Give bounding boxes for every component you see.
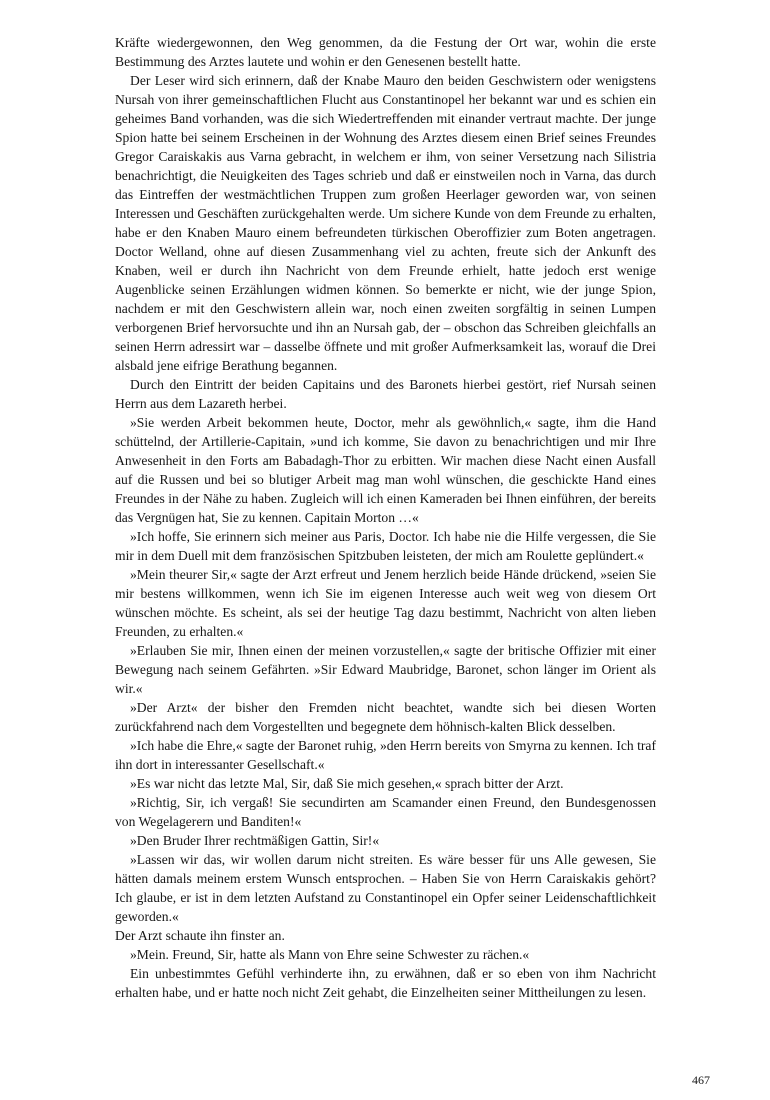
paragraph: »Den Bruder Ihrer rechtmäßigen Gattin, Sir!« bbox=[130, 833, 380, 848]
paragraph: Ein unbestimmtes Gefühl verhinderte ihn, zu erwähnen, daß er so eben von ihm Nachricht erhalten habe, und er hatte noch nicht Zeit gehabt, die Einzelheiten seiner Mittheilungen zu lesen. bbox=[115, 966, 656, 1000]
page-number: 467 bbox=[692, 1073, 710, 1087]
paragraph: »Erlauben Sie mir, Ihnen einen der meinen vorzustellen,« sagte der britische Offizier mit einer Bewegung nach seinem Gefährten. »Sir Edward Maubridge, Baronet, schon länger im Orient als wir.« bbox=[115, 643, 656, 696]
paragraph: Der Arzt schaute ihn finster an. bbox=[115, 928, 285, 943]
paragraph: Durch den Eintritt der beiden Capitains und des Baronets hierbei gestört, rief Nursah seinen Herrn aus dem Lazareth herbei. bbox=[115, 377, 656, 411]
paragraph: »Mein. Freund, Sir, hatte als Mann von Ehre seine Schwester zu rächen.« bbox=[130, 947, 530, 962]
paragraph: »Es war nicht das letzte Mal, Sir, daß Sie mich gesehen,« sprach bitter der Arzt. bbox=[130, 776, 564, 791]
paragraph: »Lassen wir das, wir wollen darum nicht streiten. Es wäre besser für uns Alle gewesen, Sie hätten damals meinem erstem Wunsch entsprochen. – Haben Sie von Herrn Caraiskakis gehört? Ich glaube, er ist in dem letzten Aufstand zu Constantinopel ein Opfer seiner Leidenschaftlichkeit geworden.« bbox=[115, 852, 656, 924]
paragraph: »Der Arzt« der bisher den Fremden nicht beachtet, wandte sich bei diesen Worten zurückfahrend nach dem Vorgestellten und begegnete dem höhnisch-kalten Blick desselben. bbox=[115, 700, 656, 734]
paragraph: »Ich hoffe, Sie erinnern sich meiner aus Paris, Doctor. Ich habe nie die Hilfe vergessen, die Sie mir in dem Duell mit dem französischen Spitzbuben leisteten, der mich am Roulette geplündert.« bbox=[115, 529, 656, 563]
paragraph: »Sie werden Arbeit bekommen heute, Doctor, mehr als gewöhnlich,« sagte, ihm die Hand schüttelnd, der Artillerie-Capitain, »und ich komme, Sie davon zu benachrichtigen und mir Ihre Anwesenheit in den Forts am Babadagh-Thor zu erbitten. Wir machen diese Nacht einen Ausfall auf die Russen und bei so blutiger Arbeit mag man wohl wünschen, die geschickte Hand eines Freundes in der Nähe zu haben. Zugleich will ich einen Kameraden bei Ihnen einführen, der bereits das Vergnügen hat, Sie zu kennen. Capitain Morton …« bbox=[115, 415, 656, 525]
paragraph: Der Leser wird sich erinnern, daß der Knabe Mauro den beiden Geschwistern oder wenigstens Nursah von ihrer gemeinschaftlichen Flucht aus Constantinopel her bekannt war und es schien ein geheimes Band vorhanden, was die sich Wiedertreffenden mit einander vertraut machte. Der junge Spion hatte bei seinem Erscheinen in der Wohnung des Arztes diesem einen Brief seines Freundes Gregor Caraiskakis aus Varna gebracht, in welchem er ihm, von seiner Versetzung nach Silistria benachrichtigt, die Neuigkeiten des Tages schrieb und daß er einstweilen noch in Varna, das durch das Eintreffen der westmächtlichen Truppen zum großen Heerlager geworden war, von seinen Interessen und Geschäften zurückgehalten werde. Um sichere Kunde von dem Freunde zu erhalten, habe er den Knaben Mauro einem befreundeten türkischen Oberoffizier zum Boten angetragen. Doctor Welland, ohne auf diesen Zusammenhang viel zu achten, freute sich der Ankunft des Knaben, weil er durch ihn Nachricht von dem Freunde erhielt, hatte jedoch erst wenige Augenblicke seinen Erzählungen widmen können. So bemerkte er nicht, wie der junge Spion, nachdem er mit den Geschwistern allein war, noch einen zweiten sorgfältig in seinen Lumpen verborgenen Brief hervorsuchte und ihn an Nursah gab, der – obschon das Schreiben gleichfalls an seinen Herrn adressirt war – dasselbe öffnete und mit großer Aufmerksamkeit las, worauf die Drei alsbald jene eifrige Berathung begannen. bbox=[115, 73, 656, 373]
paragraph: »Mein theurer Sir,« sagte der Arzt erfreut und Jenem herzlich beide Hände drückend, »seien Sie mir bestens willkommen, wenn ich Sie im eigenen Interesse auch weit weg von diesem Ort wünschen möchte. Es scheint, als sei der heutige Tag dazu bestimmt, Nachricht von alten lieben Freunden, zu erhalten.« bbox=[115, 567, 656, 639]
paragraph: »Richtig, Sir, ich vergaß! Sie secundirten am Scamander einen Freund, den Bundesgenossen von Wegelagerern und Banditen!« bbox=[115, 795, 656, 829]
text-block bbox=[115, 33, 656, 1002]
paragraph: »Ich habe die Ehre,« sagte der Baronet ruhig, »den Herrn bereits von Smyrna zu kennen. Ich traf ihn dort in interessanter Gesellschaft.« bbox=[115, 738, 656, 772]
paragraph: Kräfte wiedergewonnen, den Weg genommen, da die Festung der Ort war, wohin die erste Bestimmung des Arztes lautete und wohin er den Genesenen bestellt hatte. bbox=[115, 35, 656, 69]
